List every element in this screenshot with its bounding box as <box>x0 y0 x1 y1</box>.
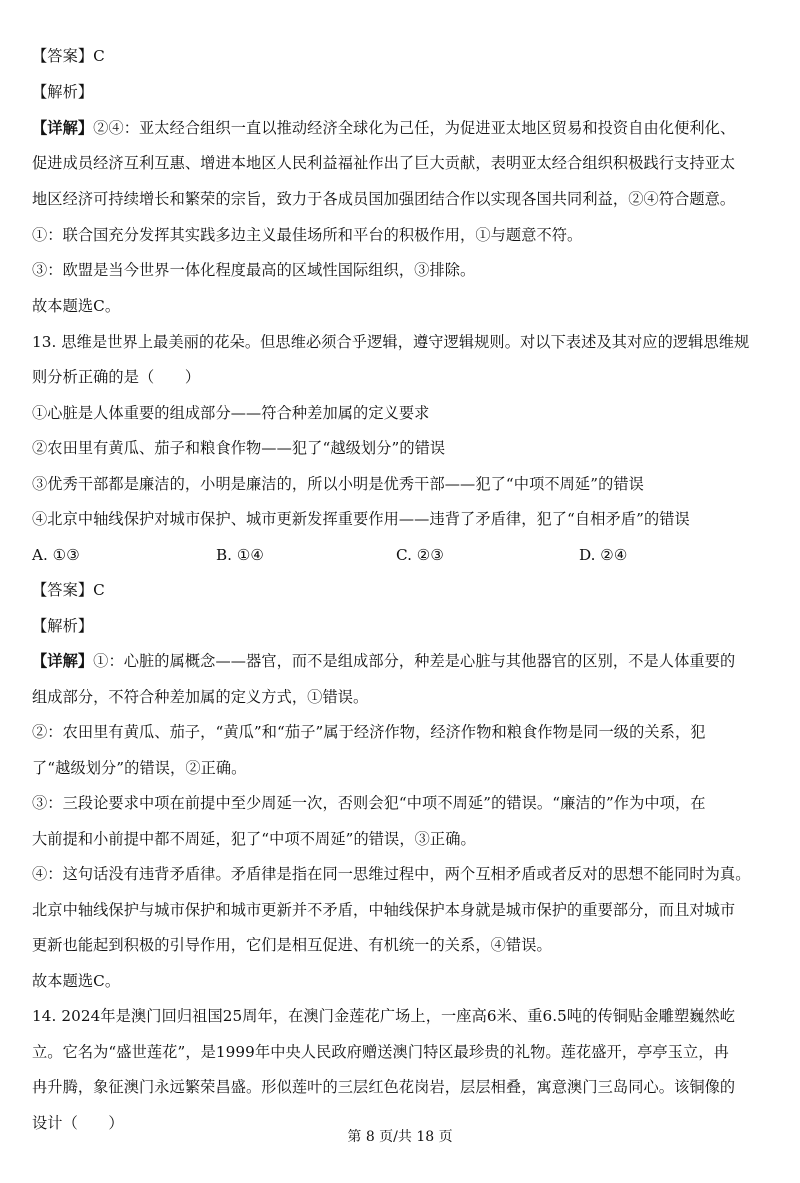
q13-analysis-label: 【解析】 <box>32 617 94 635</box>
q12-detail-line-1: 【详解】②④：亚太经合组织一直以推动经济全球化为己任，为促进亚太地区贸易和投资自由化便利化、 <box>32 119 736 137</box>
q12-detail-label: 【详解】 <box>32 119 94 137</box>
q12-detail-line-3: 地区经济可持续增长和繁荣的宗旨，致力于各成员国加强团结合作以实现各国共同利益，②④符合题意。 <box>32 190 736 208</box>
q14-stem-line-4: 设计（ ） <box>32 1114 124 1132</box>
q13-option-b: B. ①④ <box>216 546 265 564</box>
q13-option-d: D. ②④ <box>579 546 628 564</box>
q13-stem-line-2: 则分析正确的是（ ） <box>32 368 201 386</box>
q13-item-2: ②农田里有黄瓜、茄子和粮食作物——犯了“越级划分”的错误 <box>32 439 446 457</box>
q13-conclusion: 故本题选C。 <box>32 972 121 990</box>
q14-stem-line-1: 14. 2024年是澳门回归祖国25周年，在澳门金莲花广场上，一座高6米、重6.5吨的传铜贴金雕塑巍然屹 <box>32 1007 736 1025</box>
q14-stem-line-3: 冉升腾，象征澳门永远繁荣昌盛。形似莲叶的三层红色花岗岩，层层相叠，寓意澳门三岛同心。该铜像的 <box>32 1078 736 1096</box>
q13-option-a: A. ①③ <box>32 546 80 564</box>
q12-conclusion: 故本题选C。 <box>32 297 121 315</box>
q13-item-3: ③优秀干部都是廉洁的，小明是廉洁的，所以小明是优秀干部——犯了“中项不周延”的错误 <box>32 475 644 493</box>
q13-detail-line-3: ②：农田里有黄瓜、茄子，“黄瓜”和“茄子”属于经济作物，经济作物和粮食作物是同一级的关系，犯 <box>32 723 706 741</box>
page-footer: 第 8 页/共 18 页 <box>347 1129 453 1145</box>
q14-stem-line-2: 立。它名为“盛世莲花”，是1999年中央人民政府赠送澳门特区最珍贵的礼物。莲花盛开，亭亭玉立，冉 <box>32 1043 729 1061</box>
q13-item-1: ①心脏是人体重要的组成部分——符合种差加属的定义要求 <box>32 404 430 422</box>
q13-stem-line-1: 13. 思维是世界上最美丽的花朵。但思维必须合乎逻辑，遵守逻辑规则。对以下表述及其对应的逻辑思维规 <box>32 333 750 351</box>
q13-detail-line-4: 了“越级划分”的错误，②正确。 <box>32 759 247 777</box>
q13-detail-line-8: 北京中轴线保护与城市保护和城市更新并不矛盾，中轴线保护本身就是城市保护的重要部分，而且对城市 <box>32 901 736 919</box>
q12-detail-line-5: ③：欧盟是当今世界一体化程度最高的区域性国际组织，③排除。 <box>32 261 476 279</box>
q13-option-c: C. ②③ <box>396 546 444 564</box>
q13-detail-line-2: 组成部分，不符合种差加属的定义方式，①错误。 <box>32 688 369 706</box>
q12-answer: 【答案】C <box>32 47 105 65</box>
q12-detail-line-2: 促进成员经济互利互惠、增进本地区人民利益福祉作出了巨大贡献，表明亚太经合组织积极践行支持亚太 <box>32 154 736 172</box>
q13-detail-line-6: 大前提和小前提中都不周延，犯了“中项不周延”的错误，③正确。 <box>32 830 476 848</box>
q12-detail-line-4: ①：联合国充分发挥其实践多边主义最佳场所和平台的积极作用，①与题意不符。 <box>32 226 583 244</box>
q12-analysis-label: 【解析】 <box>32 83 94 101</box>
q13-detail-line-1: 【详解】①：心脏的属概念——器官，而不是组成部分，种差是心脏与其他器官的区别，不是人体重要的 <box>32 652 736 670</box>
q13-detail-line-7: ④：这句话没有违背矛盾律。矛盾律是指在同一思维过程中，两个互相矛盾或者反对的思想不能同时为真。 <box>32 865 751 883</box>
q13-answer: 【答案】C <box>32 581 105 599</box>
q13-item-4: ④北京中轴线保护对城市保护、城市更新发挥重要作用——违背了矛盾律，犯了“自相矛盾”的错误 <box>32 510 690 528</box>
q13-detail-line-5: ③：三段论要求中项在前提中至少周延一次，否则会犯“中项不周延”的错误。“廉洁的”作为中项，在 <box>32 794 706 812</box>
q13-detail-label: 【详解】 <box>32 652 94 670</box>
q13-detail-line-9: 更新也能起到积极的引导作用，它们是相互促进、有机统一的关系，④错误。 <box>32 936 552 954</box>
